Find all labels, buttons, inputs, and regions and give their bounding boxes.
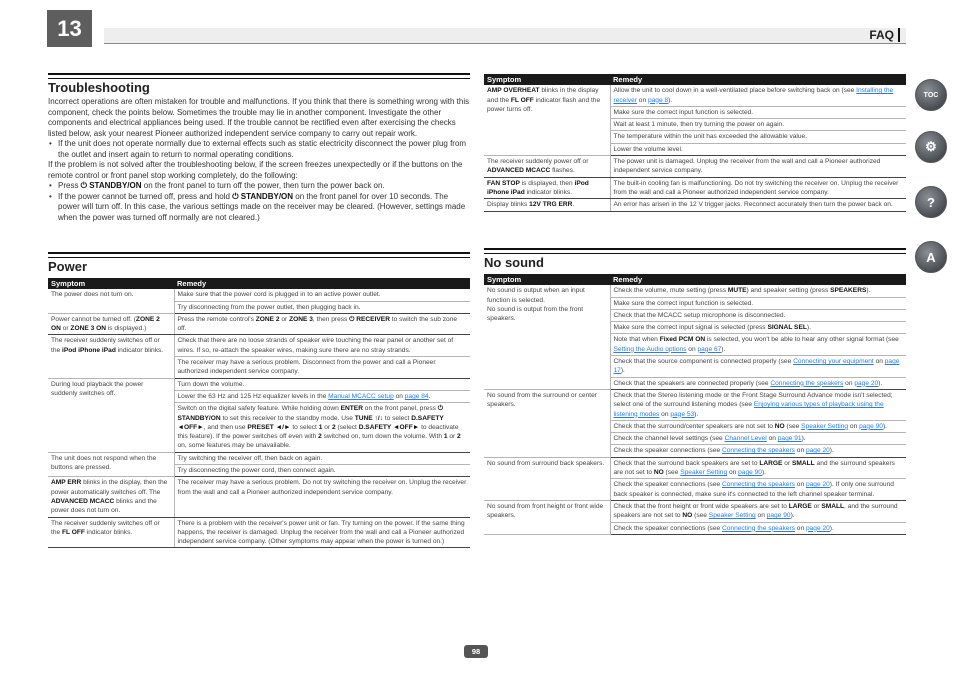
- intro-paragraph: If the problem is not solved after the troubleshooting below, if the screen freezes unexpectedly or if the buttons on the remote control or front panel stop working completely, do the following:: [48, 160, 463, 180]
- remedy-cell: Check that the surround/center speakers are not set to NO (see Speaker Setting on page 90).: [610, 420, 906, 432]
- column-header: Remedy: [174, 278, 470, 289]
- remedy-cell: Check that the surround back speakers are set to LARGE or SMALL and the surround speakers are not set to NO (see Speaker Setting on page 90).: [610, 457, 906, 479]
- remedy-cell: Check that the Stereo listening mode or the Front Stage Surround Advance mode isn't selected; select one of the surround listening modes (see Enjoying various types of playback using the listening modes on page 53).: [610, 389, 906, 420]
- symptom-cell: The receiver suddenly power off or ADVANCED MCACC flashes.: [484, 156, 610, 178]
- symptom-cell: Display blinks 12V TRG ERR.: [484, 199, 610, 211]
- remedy-cell: Lower the volume level.: [610, 143, 906, 155]
- remedy-cell: Check the channel level settings (see Channel Level on page 91).: [610, 433, 906, 445]
- intro-paragraph: Incorrect operations are often mistaken for trouble and malfunctions. If you think that there is something wrong with this component, check the points below. Sometimes the trouble may lie in another component. Investigate the other components and electrical appliances being used. If the trouble cannot be rectified even after exercising the checks listed below, ask your nearest Pioneer authorized independent service company to carry out repair work.: [48, 97, 470, 138]
- remedy-cell: An error has arisen in the 12 V trigger jacks. Reconnect accurately then turn the power back on.: [610, 199, 906, 211]
- remedy-cell: The temperature within the unit has exceeded the allowable value.: [610, 131, 906, 143]
- section-label: FAQ: [869, 28, 900, 42]
- symptom-cell: FAN STOP is displayed, then iPod iPhone iPad indicator blinks.: [484, 177, 610, 199]
- speaker-setting-link[interactable]: Speaker Setting: [708, 512, 756, 520]
- power-table: [48, 278, 470, 548]
- symptom-cell: Power cannot be turned off. (ZONE 2 ON or ZONE 3 ON is displayed.): [48, 313, 174, 335]
- toc-book-icon[interactable]: TOC: [915, 79, 947, 111]
- installing-receiver-link[interactable]: Installing the receiver: [613, 87, 894, 104]
- page-link[interactable]: page 17: [613, 358, 900, 375]
- intro-bullet: • Press ⏻ STANDBY/ON on the front panel to turn off the power, then turn the power back on.: [58, 181, 470, 192]
- remedy-cell: Try disconnecting the power cord, then connect again.: [174, 465, 470, 477]
- column-header: Remedy: [610, 274, 906, 285]
- symptom-cell: No sound from front height or front wide speakers.: [484, 500, 610, 534]
- index-icon[interactable]: A: [915, 241, 947, 273]
- remedy-cell: Turn down the volume.: [174, 378, 470, 390]
- remedy-cell: Make sure the correct input function is selected.: [610, 297, 906, 309]
- remedy-cell: Check that the front height or front wide speakers are set to LARGE or SMALL, and the surround speakers are not set to NO (see Speaker Setting on page 90).: [610, 500, 906, 522]
- column-header: Symptom: [48, 278, 174, 289]
- remedy-cell: Allow the unit to cool down in a well-ventilated place before switching back on (see Installing the receiver on page 8).: [610, 85, 906, 106]
- page-link[interactable]: page 90: [766, 512, 791, 520]
- page-number: 98: [464, 645, 488, 658]
- connecting-speakers-link[interactable]: Connecting the speakers: [722, 524, 795, 532]
- amp-error-table: [484, 74, 906, 212]
- remedy-cell: The receiver may have a serious problem. Do not try switching the receiver on. Unplug the receiver from the wall and call a Pioneer authorized independent service company.: [174, 477, 470, 517]
- power-title: Power: [48, 259, 88, 274]
- remedy-cell: The built-in cooling fan is malfunctioning. Do not try switching the receiver on. Unplug the receiver from the wall and call a Pioneer authorized independent service company.: [610, 177, 906, 199]
- speaker-setting-link[interactable]: Speaker Setting: [801, 422, 849, 430]
- remedy-cell: There is a problem with the receiver's power unit or fan. Try turning on the power. If the same thing happens, the receiver is damaged. Unplug the receiver from the wall and call a Pioneer authorized independent service company. (Other symptoms may appear when the power is turned on.): [174, 517, 470, 548]
- remedy-cell: Switch on the digital safety feature. While holding down ENTER on the front panel, press ⏻ STANDBY/ON to set this receiver to the standby mode. Use TUNE ↑/↓ to select D.SAFETY ◄OFF►, and then use PRESET ◄/► to select 1 or 2 (select D.SAFETY ◄OFF► to deactivate this feature). If the power switches off even with 2 switched on, turn down the volume. With 1 or 2 on, some features may be unavailable.: [174, 403, 470, 452]
- remedy-cell: Make sure the correct input function is selected.: [610, 106, 906, 118]
- symptom-cell: AMP ERR blinks in the display, then the power automatically switches off. The ADVANCED MCACC blinks and the power does not turn on.: [48, 477, 174, 517]
- section-rule: [484, 248, 906, 254]
- remedy-cell: Lower the 63 Hz and 125 Hz equalizer levels in the Manual MCACC setup on page 84.: [174, 390, 470, 402]
- intro-bullet: • If the unit does not operate normally due to external effects such as static electricity disconnect the power plug from the outlet and insert again to return to normal operating conditions.: [58, 139, 470, 160]
- page-link[interactable]: page 20: [805, 524, 830, 532]
- remedy-cell: Try disconnecting from the power outlet, then plugging back in.: [174, 301, 470, 313]
- no-sound-title: No sound: [484, 255, 544, 270]
- remedy-cell: Check that the MCACC setup microphone is disconnected.: [610, 309, 906, 321]
- symptom-cell: No sound from the surround or center speakers.: [484, 389, 610, 457]
- column-header: Symptom: [484, 274, 610, 285]
- connecting-equipment-link[interactable]: Connecting your equipment: [793, 358, 874, 366]
- remedy-cell: Check the volume, mute setting (press MUTE) and speaker setting (press SPEAKERS).: [610, 285, 906, 297]
- symptom-cell: During loud playback the power suddenly switches off.: [48, 378, 174, 452]
- page-link[interactable]: page 20: [854, 379, 879, 387]
- remedy-cell: The power unit is damaged. Unplug the receiver from the wall and call a Pioneer authorized independent service company.: [610, 156, 906, 178]
- speaker-setting-link[interactable]: Speaker Setting: [680, 469, 728, 477]
- listening-modes-link[interactable]: Enjoying various types of playback using the listening modes: [613, 401, 884, 418]
- symptom-cell: The receiver suddenly switches off or the iPod iPhone iPad indicator blinks.: [48, 335, 174, 378]
- page-link[interactable]: page 20: [805, 447, 830, 455]
- page-link[interactable]: page 91: [777, 435, 802, 443]
- symptom-cell: The power does not turn on.: [48, 289, 174, 313]
- intro-bullet: • If the power cannot be turned off, press and hold ⏻ STANDBY/ON on the front panel for over 10 seconds. The power will turn off. In this case, the various settings made on the receiver may be cleared. (However, settings made when the power was turned off normally are not cleared.): [58, 192, 470, 224]
- remedy-cell: Check that the speakers are connected properly (see Connecting the speakers on page 20).: [610, 377, 906, 389]
- section-rule: [48, 73, 470, 79]
- manual-mcacc-link[interactable]: Manual MCACC setup: [328, 392, 394, 400]
- page-link[interactable]: page 84: [404, 392, 429, 400]
- settings-icon[interactable]: ⚙: [915, 131, 947, 163]
- troubleshooting-title: Troubleshooting: [48, 80, 150, 95]
- chapter-number: 13: [47, 10, 92, 47]
- channel-level-link[interactable]: Channel Level: [724, 435, 767, 443]
- symptom-cell: The receiver suddenly switches off or the FL OFF indicator blinks.: [48, 517, 174, 548]
- remedy-cell: Note that when Fixed PCM ON is selected, you won't be able to hear any other signal format (see Setting the Audio options on page 67).: [610, 334, 906, 356]
- remedy-cell: Check that the source component is connected properly (see Connecting your equipment on page 17).: [610, 356, 906, 378]
- troubleshooting-intro: [48, 97, 470, 223]
- section-rule: [48, 252, 470, 258]
- column-header: Remedy: [610, 74, 906, 85]
- page-link[interactable]: page 53: [670, 410, 695, 418]
- page-link[interactable]: page 90: [859, 422, 883, 430]
- remedy-cell: The receiver may have a serious problem. Disconnect from the power and call a Pioneer authorized independent service company.: [174, 357, 470, 379]
- page-link[interactable]: page 20: [805, 481, 830, 489]
- symptom-cell: No sound is output when an input function is selected. No sound is output from the front speakers.: [484, 285, 610, 389]
- connecting-speakers-link[interactable]: Connecting the speakers: [722, 447, 795, 455]
- remedy-cell: Check the speaker connections (see Connecting the speakers on page 20). If only one surround back speaker is connected, make sure it's connected to the left channel speaker terminal.: [610, 479, 906, 501]
- page-link[interactable]: page 8: [647, 96, 669, 104]
- column-header: Symptom: [484, 74, 610, 85]
- remedy-cell: Make sure that the power cord is plugged in to an active power outlet.: [174, 289, 470, 301]
- connecting-speakers-link[interactable]: Connecting the speakers: [770, 379, 844, 387]
- symptom-cell: AMP OVERHEAT blinks in the display and the FL OFF indicator flash and the power turns off.: [484, 85, 610, 155]
- remedy-cell: Wait at least 1 minute, then try turning the power on again.: [610, 119, 906, 131]
- remedy-cell: Check the speaker connections (see Connecting the speakers on page 20).: [610, 522, 906, 534]
- no-sound-table: [484, 274, 906, 535]
- remedy-cell: Check that there are no loose strands of speaker wire touching the rear panel or another set of wires. If so, re-attach the speaker wires, making sure there are no stray strands.: [174, 335, 470, 357]
- symptom-cell: No sound from surround back speakers.: [484, 457, 610, 500]
- connecting-speakers-link[interactable]: Connecting the speakers: [722, 481, 795, 489]
- page-link[interactable]: page 67: [697, 345, 722, 353]
- symptom-cell: The unit does not respond when the buttons are pressed.: [48, 452, 174, 477]
- audio-options-link[interactable]: Setting the Audio options: [613, 345, 687, 353]
- remedy-cell: Check the speaker connections (see Connecting the speakers on page 20).: [610, 445, 906, 457]
- remedy-cell: Make sure the correct input signal is selected (press SIGNAL SEL).: [610, 322, 906, 334]
- header-bar: [104, 28, 906, 44]
- page-link[interactable]: page 90: [738, 469, 762, 477]
- help-icon[interactable]: ?: [915, 186, 947, 218]
- remedy-cell: Press the remote control's ZONE 2 or ZONE 3, then press ⏻ RECEIVER to switch the sub zone off.: [174, 313, 470, 335]
- remedy-cell: Try switching the receiver off, then back on again.: [174, 452, 470, 464]
